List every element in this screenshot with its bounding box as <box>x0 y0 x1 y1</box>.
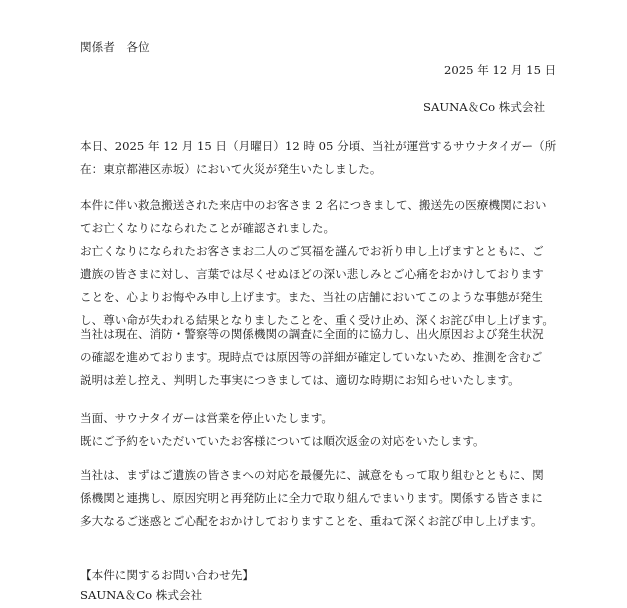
paragraph-line: 係機関と連携し、原因究明と再発防止に全力で取り組んでまいります。関係する皆さまに <box>80 491 543 505</box>
paragraph-condolences <box>80 194 554 332</box>
contact-company: SAUNA＆Co 株式会社 <box>80 588 203 602</box>
paragraph-line: 既にご予約をいただいていたお客様については順次返金の対応をいたします。 <box>80 434 485 448</box>
paragraph-line: 遺族の皆さまに対し、言葉では尽くせぬほどの深い悲しみとご心痛をおかけしております <box>80 267 544 281</box>
paragraph-line: ことを、心よりお悔やみ申し上げます。また、当社の店舗においてこのような事態が発生 <box>80 290 543 304</box>
paragraph-commitment <box>80 464 550 533</box>
paragraph-incident <box>80 135 557 181</box>
paragraph-line: 当社は、まずはご遺族の皆さまへの対応を最優先に、誠意をもって取り組むとともに、関 <box>80 468 544 482</box>
paragraph-line: 当面、サウナタイガーは営業を停止いたします。 <box>80 411 333 425</box>
paragraph-investigation <box>80 323 550 392</box>
paragraph-line: 多大なるご迷惑とご心配をおかけしておりますことを、重ねて深くお詫び申し上げます。 <box>80 514 543 528</box>
sender-company: SAUNA＆Co 株式会社 <box>423 100 546 114</box>
paragraph-line: 在：東京都港区赤坂）において火災が発生いたしました。 <box>80 162 382 176</box>
paragraph-line: 本日、2025 年 12 月 15 日（月曜日）12 時 05 分頃、当社が運営するサウナタイガー（所 <box>80 139 557 153</box>
paragraph-line: の確認を進めております。現時点では原因等の詳細が確定していないため、推測を含むご <box>80 350 543 364</box>
addressee: 関係者 各位 <box>80 40 150 54</box>
paragraph-business-suspension <box>80 407 550 453</box>
paragraph-line: てお亡くなりになられたことが確認されました。 <box>80 221 336 235</box>
paragraph-line: 当社は現在、消防・警察等の関係機関の調査に全面的に協力し、出火原因および発生状況 <box>80 327 544 341</box>
paragraph-line: 本件に伴い救急搬送された来店中のお客さま 2 名につきまして、搬送先の医療機関におい <box>80 198 547 212</box>
contact-heading: 【本件に関するお問い合わせ先】 <box>80 568 254 582</box>
paragraph-line: お亡くなりになられたお客さまお二人のご冥福を謹んでお祈り申し上げますとともに、ご <box>80 244 544 258</box>
paragraph-line: し、尊い命が失われる結果となりましたことを、重く受け止め、深くお詫び申し上げます。 <box>80 313 554 327</box>
paragraph-line: 説明は差し控え、判明した事実につきましては、適切な時期にお知らせいたします。 <box>80 373 520 387</box>
release-date: 2025 年 12 月 15 日 <box>444 63 557 77</box>
